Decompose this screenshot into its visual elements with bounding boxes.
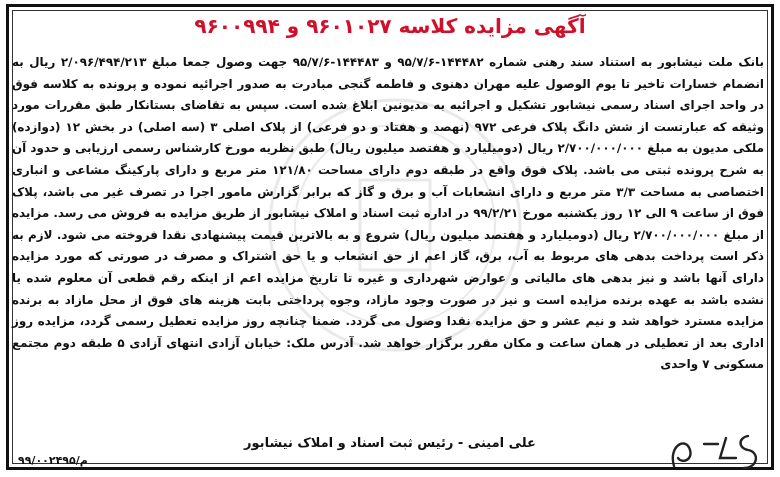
notice-body: بانک ملت نیشابور به استناد سند رهنی شماره ۱۴۴۴۸۲-۹۵/۷/۶ و ۱۴۴۴۸۳-۹۵/۷/۶ جهت وصول جمعا مبلغ ۲/۰۹۶/۴۹۴/۲۱۳ ریال به انضمام خسارات تاخیر تا یوم الوصول علیه مهران دهنوی و فاطمه گنجی مبادرت به صدور اجرائیه نموده و پرونده به کلاسه فوق در واحد اجرای اسناد رسمی نیشابور تشکیل و اجرائیه به مدیونین ابلاغ شده است. سپس به تقاضای بستانکار طبق مقررات مورد وثیقه که عبارتست از شش دانگ پلاک فرعی ۹۷۲ (نهصد و هفتاد و دو فرعی) از پلاک اصلی ۳ (سه اصلی) در بخش ۱۲ (دوازده) ملکی مدیون به مبلغ ۲/۷۰۰/۰۰۰/۰۰۰ ریال (دومیلیارد و هفتصد میلیون ریال) طبق نظریه مورخ کارشناس رسمی ارزیابی و حدود آن به شرح پرونده ثبتی می باشد. پلاک فوق واقع در طبقه دوم دارای مساحت ۱۲۱/۸۰ متر مربع و دارای پارکینگ مشاعی و انباری اختصاصی به مساحت ۳/۳ متر مربع و دارای انشعابات آب و برق و گاز که برابر گزارش مامور اجرا در تصرف غیر می باشد، پلاک فوق از ساعت ۹ الی ۱۲ روز یکشنبه مورخ ۹۹/۲/۲۱ در اداره ثبت اسناد و املاک نیشابور از طریق مزایده به فروش می رسد. مزایده از مبلغ ۲/۷۰۰/۰۰۰/۰۰۰ ریال (دومیلیارد و هفتصد میلیون ریال) شروع و به بالاترین قیمت پیشنهادی نقدا فروخته می شود. لازم به ذکر است پرداخت بدهی های مربوط به آب، برق، گاز اعم از حق انشعاب و یا حق اشتراک و مصرف در صورتی که مورد مزایده دارای آنها باشد و نیز بدهی های مالیاتی و عوارض شهرداری و غیره تا تاریخ مزایده اعم از اینکه رقم قطعی آن معلوم شده یا نشده باشد به عهده برنده مزایده است و نیز در صورت وجود مازاد، وجوه پرداختی بابت هزینه های فوق از محل مازاد به برنده مزایده مسترد خواهد شد و نیم عشر و حق مزایده نقدا وصول می گردد. ضمنا چنانچه روز مزایده تعطیل رسمی گردد، مزایده روز اداری بعد از تعطیلی در همان ساعت و مکان مقرر برگزار خواهد شد. آدرس ملک: خیابان آزادی انتهای آزادی ۵ طبقه دوم مجتمع مسکونی ۷ واحدی [12,55,765,372]
reference-number: م/۹۹/۰۰۲۴۹۵ [18,454,88,467]
notice-title: آگهی مزایده کلاسه ۹۶۰۱۰۲۷ و ۹۶۰۰۹۹۴ [194,14,586,38]
signature-line: علی امینی - رئیس ثبت اسناد و املاک نیشابور [244,436,536,451]
handwritten-mark [660,428,770,474]
